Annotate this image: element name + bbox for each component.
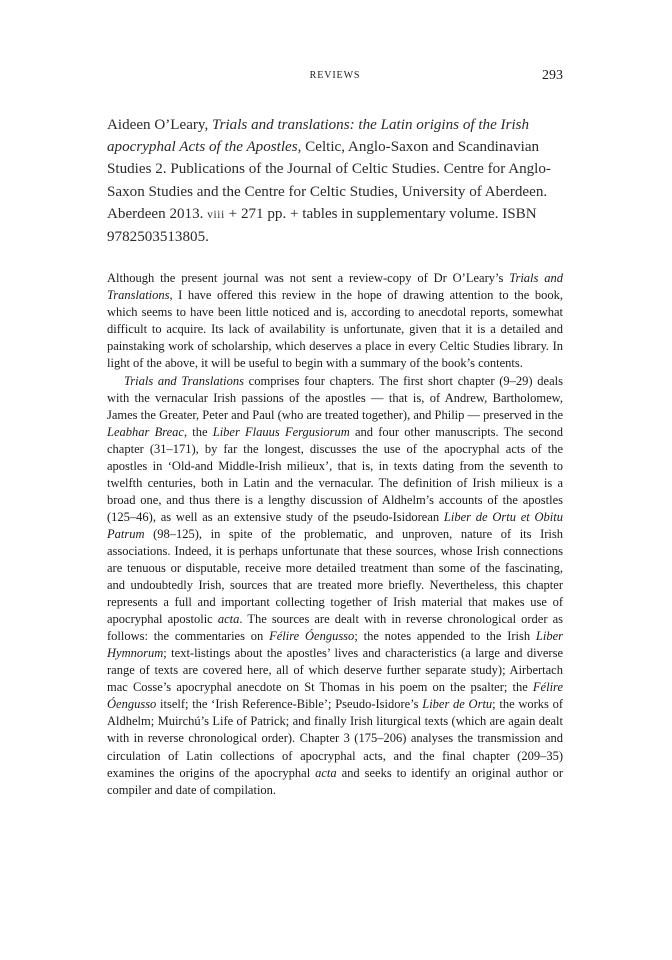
text-run: ; the notes appended to the Irish <box>354 629 536 644</box>
italic-title: Liber de Ortu et Obitu Patrum <box>107 509 563 541</box>
italic-title: Félire Óengusso <box>269 629 355 644</box>
book-citation <box>107 114 563 248</box>
italic-title: Leabhar Breac <box>107 424 184 439</box>
text-run: . The sources are dealt with in reverse chronological order as follows: the commentaries on <box>107 612 563 644</box>
italic-title: Liber Flauus Fergusiorum <box>212 424 350 439</box>
citation-series: , Celtic, Anglo-Saxon and Scandinavian Studies 2. Publications of the Journal of Celtic Studies. Centre for Anglo-Saxon Studies and the Centre for Celtic Studies, University of Aberdeen. Aberdeen 2013. <box>107 139 551 222</box>
italic-title: Trials and Translations <box>124 373 244 388</box>
page <box>107 70 563 799</box>
italic-title: Trials and Translations <box>107 271 564 303</box>
paragraph-2 <box>107 373 563 799</box>
text-run: and four other manuscripts. The second chapter (31–171), by far the longest, discusses the use of the apocryphal acts of the apostles in ‘Old-and Middle-Irish milieux’, that is, in texts dating from the seventh to twelfth centuries, both in Latin and the vernacular. The definition of Irish milieux is a broad one, and thus there is a lengthy discussion of Aldhelm’s accounts of the apostles (125–46), as well as an extensive study of the pseudo-Isidorean <box>107 424 563 524</box>
text-run: ; the works of Aldhelm; Muirchú’s Life of Patrick; and finally Irish liturgical texts (which are again dealt with in reverse chronological order). Chapter 3 (175–206) analyses the transmission and circulation of Latin collections of apocryphal acts, and the final chapter (209–35) examines the origins of the apocryphal <box>107 697 564 780</box>
citation-pages: + 271 pp. + tables in supplementary volume. ISBN 9782503513805. <box>107 205 537 246</box>
text-run: comprises four chapters. The first short chapter (9–29) deals with the vernacular Irish passions of the apostles — that is, of Andrew, Bartholomew, James the Greater, Peter and Paul (who are treated together), and Philip — preserved in the <box>107 373 563 422</box>
running-title: REVIEWS <box>309 70 361 81</box>
running-head <box>107 70 563 88</box>
text-run: and seeks to identify an original author or compiler and date of compilation. <box>107 765 564 797</box>
citation-roman-pages: viii <box>207 208 225 221</box>
text-run: (98–125), in spite of the problematic, and unproven, nature of its Irish associations. Indeed, it is perhaps unfortunate that these sources, whose Irish connections are tenuous or disputable, receive more detailed treatment than some of the fascinating, and undoubtedly Irish, sources that are treated more briefly. Nevertheless, this chapter represents a full and important collecting together of Irish material that makes use of apocryphal apostolic <box>107 526 563 627</box>
text-run: , I have offered this review in the hope of drawing attention to the book, which seems to have been little noticed and is, according to anecdotal reports, somewhat difficult to acquire. Its lack of availability is unfortunate, given that it is a detailed and painstaking work of scholarship, which deserves a place in every Celtic Studies library. In light of the above, it will be useful to begin with a summary of the book’s contents. <box>107 288 563 371</box>
page-number: 293 <box>542 68 563 83</box>
citation-author: Aideen O’Leary, <box>107 117 213 133</box>
text-run: ; text-listings about the apostles’ lives and characteristics (a large and diverse range of texts are covered here, all of which deserve further separate study); Airbertach mac Cosse’s apocryphal anecdote on St Thomas in his poem on the psalter; the <box>107 646 563 695</box>
italic-title: Liber de Ortu <box>422 697 493 712</box>
paragraph-1 <box>107 270 563 372</box>
text-run: , the <box>183 424 213 439</box>
citation-title: Trials and translations: the Latin origins of the Irish apocryphal Acts of the Apostles <box>107 117 530 156</box>
italic-title: Liber Hymnorum <box>107 629 564 661</box>
text-run: Although the present journal was not sent a review-copy of Dr O’Leary’s <box>107 271 510 286</box>
italic-title: acta <box>217 612 240 627</box>
italic-title: Félire Óengusso <box>107 680 563 712</box>
review-body <box>107 270 563 798</box>
italic-title: acta <box>315 765 337 780</box>
text-run: itself; the ‘Irish Reference-Bible’; Pseudo-Isidore’s <box>156 697 423 712</box>
